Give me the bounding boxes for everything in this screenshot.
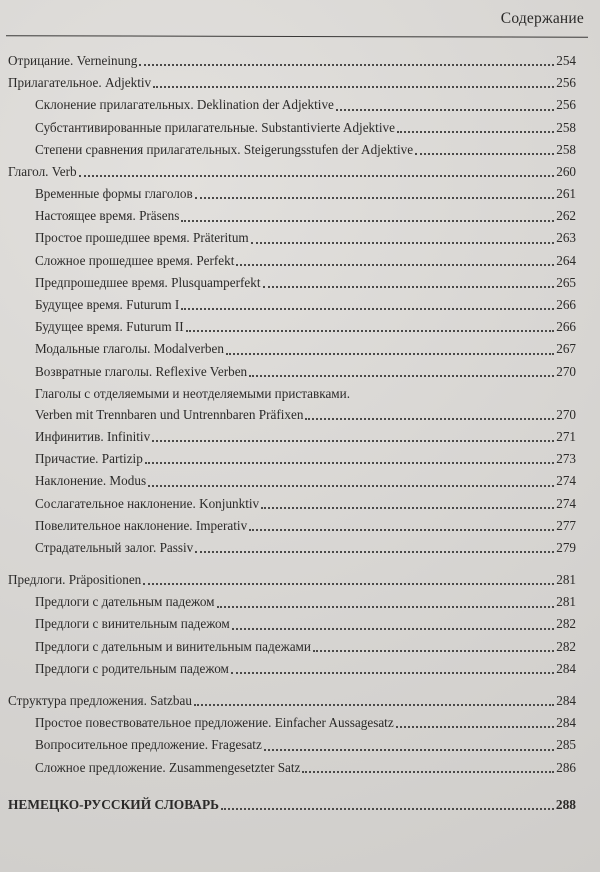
toc-subentry[interactable]: [8, 591, 576, 613]
toc-subentry[interactable]: [8, 636, 576, 658]
toc-subentry[interactable]: [8, 734, 576, 756]
toc-subentry[interactable]: [8, 361, 576, 383]
toc-subentry-title-line1: Глаголы с отделяемыми и неотделяемыми приставками.: [35, 385, 350, 401]
table-of-contents: [8, 50, 576, 816]
toc-subentry[interactable]: [8, 470, 576, 492]
toc-entry-title: Глагол. Verb: [8, 163, 77, 179]
toc-subentry-page: 270: [556, 363, 576, 379]
toc-subentry-page: 286: [556, 759, 576, 775]
toc-subentry[interactable]: [8, 228, 576, 250]
dot-leader: [302, 771, 554, 773]
toc-subentry[interactable]: [8, 614, 576, 636]
toc-entry[interactable]: [8, 690, 576, 712]
toc-subentry-multiline[interactable]: [8, 383, 576, 426]
toc-subentry-title: Вопросительное предложение. Fragesatz: [35, 737, 262, 753]
toc-subentry-title: Склонение прилагательных. Deklination der Adjektive: [35, 97, 334, 113]
toc-subentry[interactable]: [8, 117, 576, 139]
dot-leader: [336, 109, 554, 111]
toc-subentry-title: Предпрошедшее время. Plusquamperfekt: [35, 274, 261, 290]
toc-subentry-page: 284: [556, 715, 576, 731]
toc-subentry-page: 279: [556, 539, 576, 555]
dot-leader: [148, 485, 554, 487]
toc-entry-title: Прилагательное. Adjektiv: [8, 75, 152, 91]
dot-leader: [195, 197, 555, 199]
toc-entry-page: 281: [556, 572, 576, 588]
toc-section: [8, 569, 576, 680]
dot-leader: [186, 330, 555, 332]
running-header: Содержание: [500, 10, 584, 27]
toc-subentry-title: Предлоги с дательным и винительным падежами: [35, 638, 311, 654]
dot-leader: [195, 551, 554, 553]
toc-subentry-title: Субстантивированные прилагательные. Substantivierte Adjektive: [35, 119, 395, 135]
dot-leader: [397, 131, 554, 133]
dot-leader: [217, 606, 555, 608]
toc-dictionary-entry[interactable]: [8, 794, 576, 816]
dot-leader: [181, 308, 554, 310]
toc-subentry[interactable]: [8, 426, 576, 448]
toc-subentry[interactable]: [8, 493, 576, 515]
toc-subentry-page: 282: [556, 616, 576, 632]
toc-subentry-title: Сложное предложение. Zusammengesetzter Satz: [35, 759, 301, 775]
toc-subentry[interactable]: [8, 658, 576, 680]
dot-leader: [139, 64, 554, 66]
dot-leader: [249, 375, 554, 377]
toc-subentry-page: 274: [556, 495, 576, 511]
dot-leader: [264, 749, 554, 751]
toc-subentry-title: Страдательный залог. Passiv: [35, 539, 194, 555]
toc-subentry[interactable]: [8, 294, 576, 316]
dot-leader: [263, 286, 555, 288]
dot-leader: [232, 628, 555, 630]
toc-subentry-page: 270: [556, 406, 576, 422]
dot-leader: [313, 650, 554, 652]
toc-subentry[interactable]: [8, 757, 576, 779]
toc-subentry-title: Наклонение. Modus: [35, 473, 147, 489]
dot-leader: [305, 418, 554, 420]
toc-subentry-page: 267: [556, 341, 576, 357]
toc-subentry-page: 266: [556, 319, 576, 335]
toc-subentry[interactable]: [8, 712, 576, 734]
dot-leader: [152, 440, 554, 442]
toc-subentry-page: 285: [556, 737, 576, 753]
toc-subentry-page: 265: [556, 274, 576, 290]
dot-leader: [181, 220, 554, 222]
toc-subentry[interactable]: [8, 272, 576, 294]
toc-subentry-title: Сослагательное наклонение. Konjunktiv: [35, 495, 260, 511]
toc-entry-title: Отрицание. Verneinung: [8, 52, 138, 68]
toc-subentry-page: 261: [556, 186, 576, 202]
toc-subentry-title: Будущее время. Futurum II: [35, 319, 184, 335]
dot-leader: [153, 86, 554, 88]
toc-subentry-title: Модальные глаголы. Modalverben: [35, 341, 224, 357]
toc-dictionary-entry-page: 288: [555, 796, 576, 812]
dot-leader: [143, 583, 554, 585]
toc-section: [8, 72, 576, 161]
toc-entry-page: 260: [556, 163, 576, 179]
toc-subentry-page: 273: [556, 451, 576, 467]
toc-subentry-title: Будущее время. Futurum I: [35, 297, 180, 313]
toc-subentry-page: 281: [556, 594, 576, 610]
toc-entry[interactable]: [8, 72, 576, 94]
dot-leader: [231, 672, 554, 674]
toc-subentry-page: 264: [556, 252, 576, 268]
toc-subentry-page: 262: [556, 208, 576, 224]
dot-leader: [79, 175, 555, 177]
toc-section: [8, 50, 576, 72]
toc-subentry-page: 277: [556, 517, 576, 533]
toc-subentry-title: Простое прошедшее время. Präteritum: [35, 230, 249, 246]
toc-subentry-title: Предлоги с дательным падежом: [35, 594, 215, 610]
toc-subentry[interactable]: [8, 448, 576, 470]
toc-subentry[interactable]: [8, 515, 576, 537]
toc-subentry[interactable]: [8, 404, 576, 426]
toc-section: [8, 690, 576, 779]
toc-entry-page: 256: [556, 75, 576, 91]
toc-subentry-page: 256: [556, 97, 576, 113]
toc-entry-page: 254: [556, 52, 576, 68]
toc-subentry-title: Возвратные глаголы. Reflexive Verben: [35, 363, 248, 379]
toc-subentry[interactable]: [8, 139, 576, 161]
dot-leader: [249, 529, 554, 531]
toc-subentry-title: Причастие. Partizip: [35, 451, 143, 467]
toc-entry[interactable]: [8, 50, 576, 72]
dot-leader: [236, 264, 554, 266]
toc-subentry-title: Простое повествовательное предложение. Einfacher Aussagesatz: [35, 715, 394, 731]
dot-leader: [221, 808, 554, 810]
dot-leader: [396, 726, 555, 728]
toc-subentry-title: Verben mit Trennbaren und Untrennbaren Präfixen: [35, 406, 304, 422]
toc-subentry[interactable]: [8, 183, 576, 205]
toc-subentry-page: 263: [556, 230, 576, 246]
dot-leader: [261, 507, 554, 509]
toc-subentry-title: Настоящее время. Präsens: [35, 208, 180, 224]
toc-subentry-page: 258: [556, 119, 576, 135]
toc-subentry-title: Предлоги с винительным падежом: [35, 616, 230, 632]
toc-subentry-title: Предлоги с родительным падежом: [35, 660, 229, 676]
toc-subentry[interactable]: [8, 316, 576, 338]
toc-subentry[interactable]: [8, 205, 576, 227]
header-rule: [6, 35, 588, 38]
toc-subentry-title: Инфинитив. Infinitiv: [35, 428, 151, 444]
toc-section: [8, 161, 576, 559]
toc-subentry-page: 258: [556, 141, 576, 157]
toc-entry[interactable]: [8, 161, 576, 183]
toc-subentry-title: Временные формы глаголов: [35, 186, 193, 202]
toc-entry-title: Структура предложения. Satzbau: [8, 693, 192, 709]
toc-dictionary-entry-title: НЕМЕЦКО-РУССКИЙ СЛОВАРЬ: [8, 796, 220, 812]
toc-subentry-title: Сложное прошедшее время. Perfekt: [35, 252, 235, 268]
toc-entry-page: 284: [556, 693, 576, 709]
toc-subentry-page: 274: [556, 473, 576, 489]
toc-subentry-page: 284: [556, 660, 576, 676]
dot-leader: [415, 153, 554, 155]
toc-entry[interactable]: [8, 569, 576, 591]
dot-leader: [145, 462, 554, 464]
dot-leader: [226, 353, 554, 355]
dot-leader: [251, 242, 555, 244]
toc-subentry-page: 282: [556, 638, 576, 654]
toc-subentry[interactable]: [8, 338, 576, 360]
toc-subentry-title: Повелительное наклонение. Imperativ: [35, 517, 248, 533]
toc-subentry-page: 266: [556, 297, 576, 313]
toc-subentry[interactable]: [8, 94, 576, 116]
dot-leader: [194, 704, 554, 706]
toc-entry-title: Предлоги. Präpositionen: [8, 572, 142, 588]
toc-subentry-title: Степени сравнения прилагательных. Steigerungsstufen der Adjektive: [35, 141, 414, 157]
toc-subentry[interactable]: [8, 537, 576, 559]
toc-subentry-page: 271: [556, 428, 576, 444]
toc-subentry[interactable]: [8, 250, 576, 272]
